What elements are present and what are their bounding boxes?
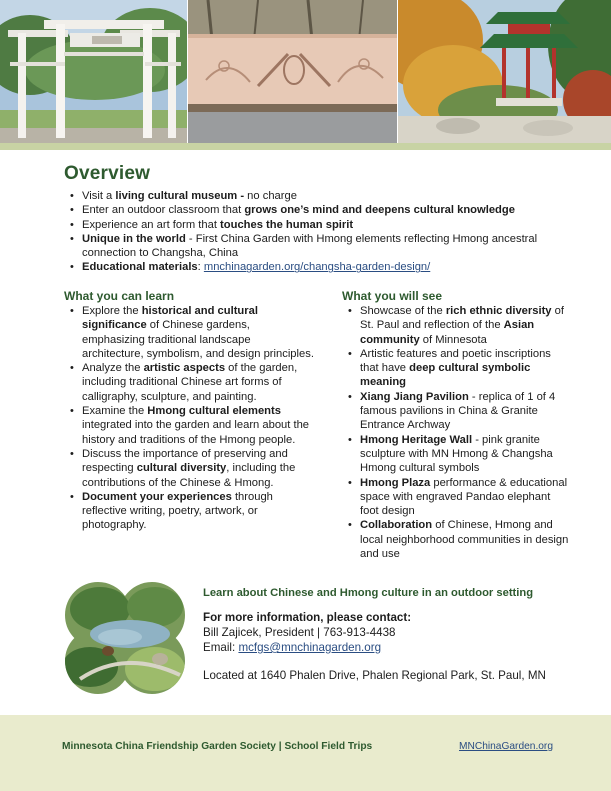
learn-section — [64, 289, 314, 533]
header-divider-bar — [0, 143, 611, 150]
archway-photo — [0, 0, 187, 146]
overview-section — [64, 163, 584, 275]
learn-list — [64, 304, 314, 533]
list-item: • Hmong Plaza performance & educational space with engraved Pandao elephant foot design — [342, 476, 572, 519]
garden-aerial-photo — [60, 579, 190, 697]
header-photo-strip — [0, 0, 611, 146]
overview-title: Overview — [64, 163, 151, 184]
list-item: • Showcase of the rich ethnic diversity of St. Paul and reflection of the Asian community of Minnesota — [342, 304, 572, 347]
see-title: What you will see — [342, 289, 443, 303]
pavilion-photo — [398, 0, 611, 146]
list-item: • Educational materials: mnchinagarden.org/changsha-garden-design/ — [64, 260, 584, 274]
list-item: • Analyze the artistic aspects of the garden, including traditional Chinese art forms of calligraphy, sculpture, and painting. — [64, 361, 314, 404]
overview-list — [64, 189, 584, 275]
list-item: • Enter an outdoor classroom that grows one’s mind and deepens cultural knowledge — [64, 203, 584, 217]
list-item: • Xiang Jiang Pavilion - replica of 1 of 4 famous pavilions in China & Granite Entrance Archway — [342, 390, 572, 433]
list-item: • Experience an art form that touches the human spirit — [64, 218, 584, 232]
email-link[interactable]: mcfgs@mnchinagarden.org — [238, 641, 382, 654]
see-list — [342, 304, 572, 561]
materials-link[interactable]: mnchinagarden.org/changsha-garden-design/ — [203, 261, 431, 274]
list-item: • Examine the Hmong cultural elements integrated into the garden and learn about the history and traditions of the Hmong people. — [64, 404, 314, 447]
list-item: • Artistic features and poetic inscriptions that have deep cultural symbolic meaning — [342, 347, 572, 390]
contact-tagline: Learn about Chinese and Hmong culture in an outdoor setting — [203, 587, 534, 599]
list-item: • Document your experiences through reflective writing, poetry, artwork, or photography. — [64, 490, 314, 533]
list-item: • Unique in the world - First China Garden with Hmong elements reflecting Hmong ancestral connection to Changsha, China — [64, 232, 584, 261]
list-item: • Explore the historical and cultural significance of Chinese gardens, emphasizing traditional landscape architecture, symbolism, and design principles. — [64, 304, 314, 361]
footer-org: Minnesota China Friendship Garden Society | School Field Trips — [62, 741, 373, 752]
footer-site-link[interactable]: MNChinaGarden.org — [459, 741, 553, 752]
list-item: • Discuss the importance of preserving and respecting cultural diversity, including the contributions of the Chinese & Hmong. — [64, 447, 314, 490]
footer — [0, 715, 611, 791]
list-item: • Hmong Heritage Wall - pink granite sculpture with MN Hmong & Changsha Hmong cultural symbols — [342, 433, 572, 476]
materials-label: Educational materials — [82, 261, 198, 274]
list-item: • Visit a living cultural museum - no charge — [64, 189, 584, 203]
contact-person: Bill Zajicek, President | 763-913-4438 — [203, 626, 396, 639]
location-text: Located at 1640 Phalen Drive, Phalen Regional Park, St. Paul, MN — [203, 669, 546, 682]
contact-section — [203, 587, 583, 683]
see-section — [342, 289, 572, 561]
contact-email-line: Email: mcfgs@mnchinagarden.org — [203, 641, 382, 654]
heritage-wall-photo — [188, 0, 397, 146]
learn-title: What you can learn — [64, 289, 175, 303]
contact-title: For more information, please contact: — [203, 611, 412, 624]
list-item: • Collaboration of Chinese, Hmong and local neighborhood communities in design and use — [342, 518, 572, 561]
